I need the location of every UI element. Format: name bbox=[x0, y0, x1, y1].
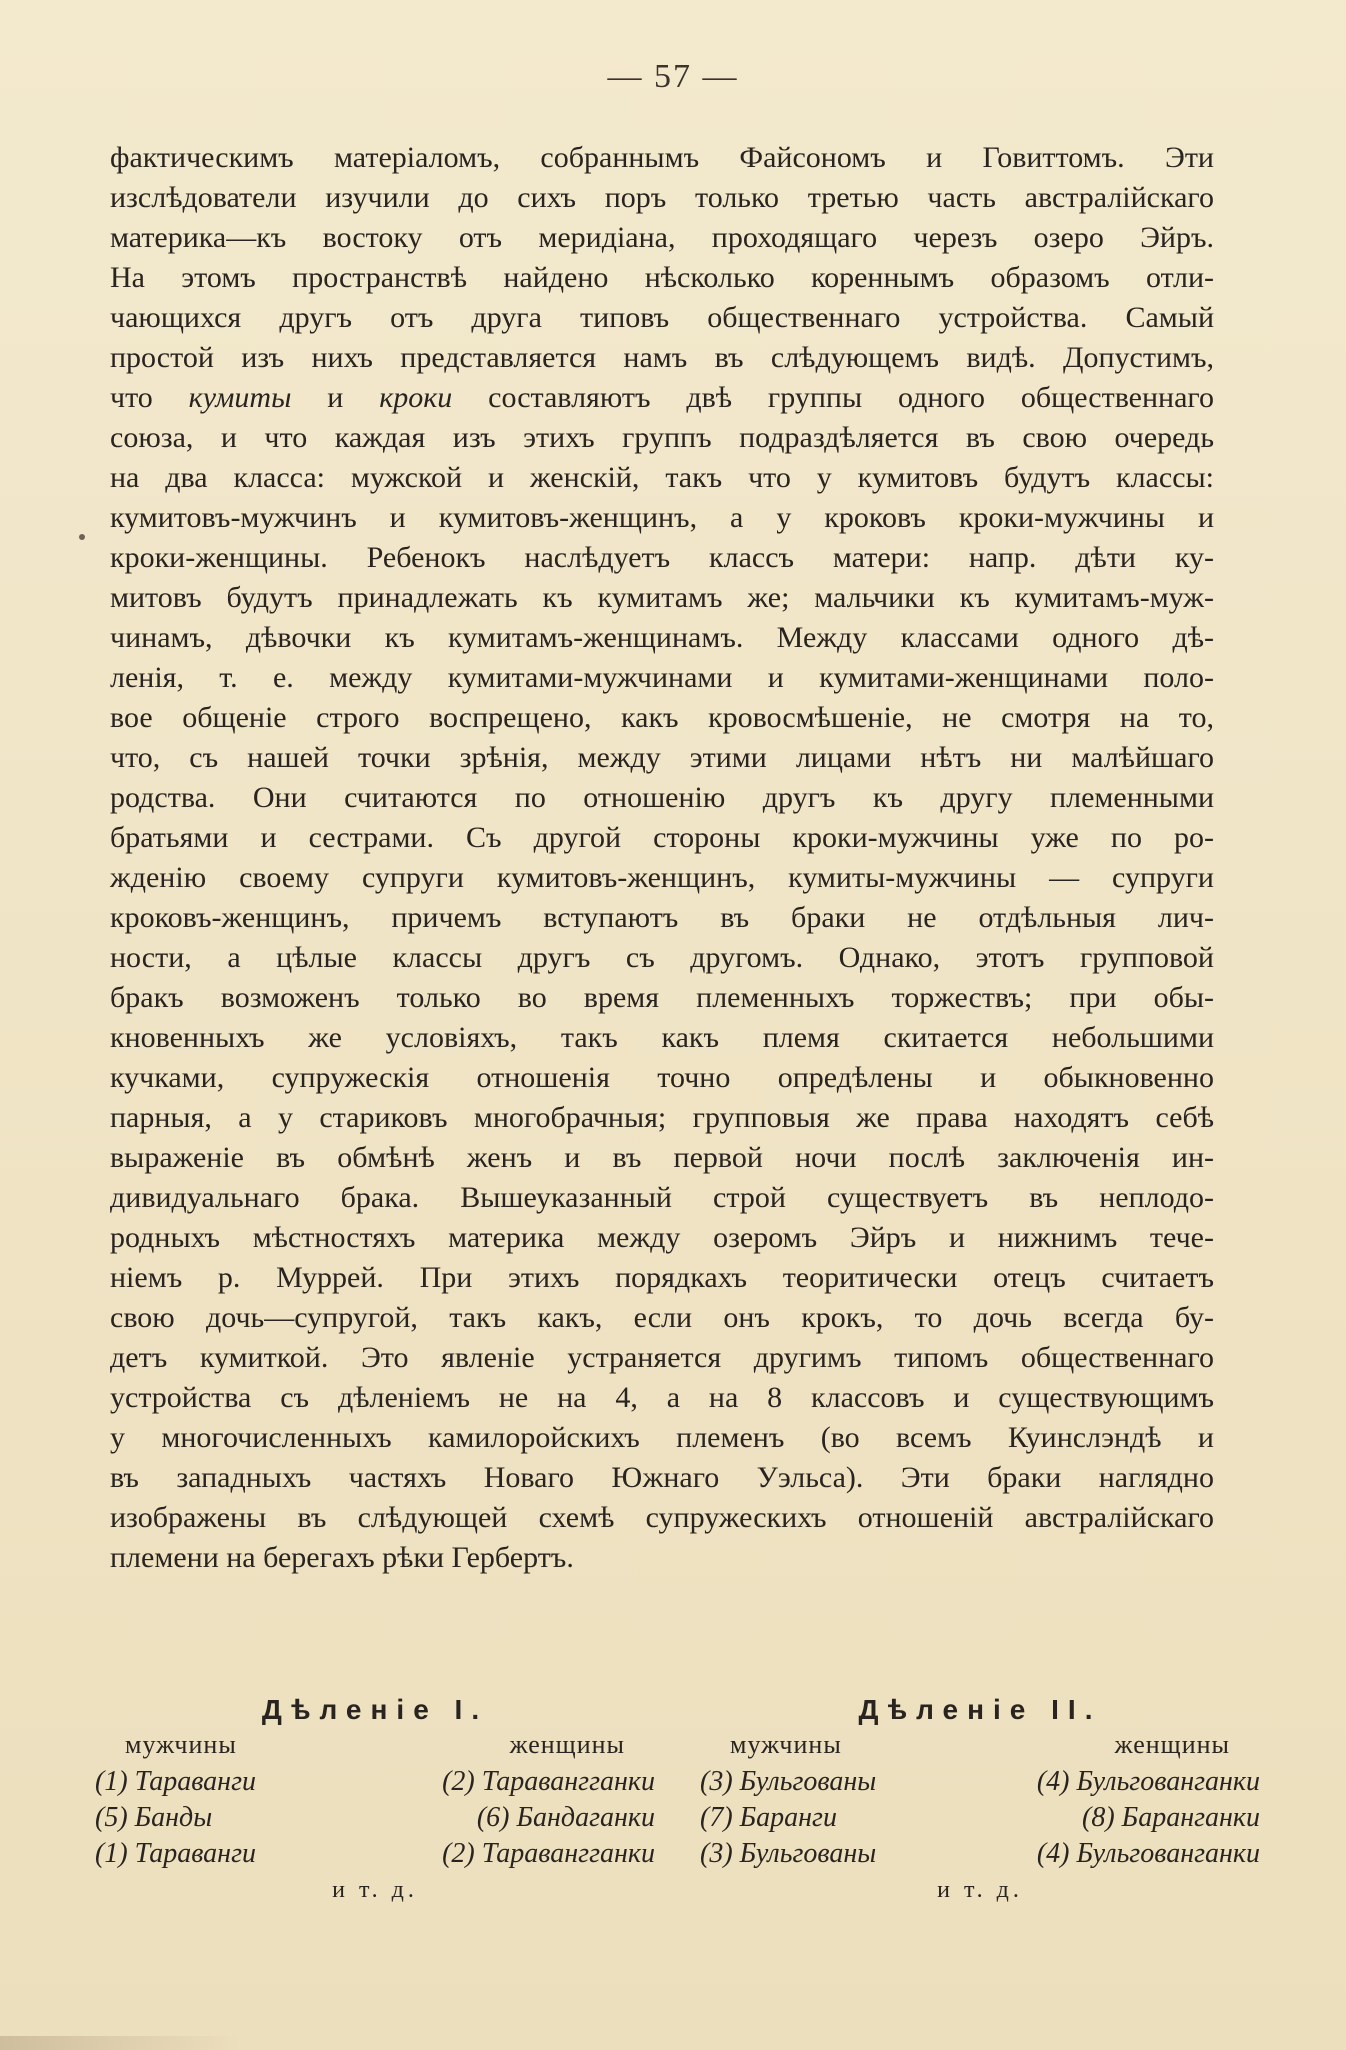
women-class: (6) Бандаганки bbox=[476, 1802, 655, 1833]
margin-mark bbox=[79, 534, 85, 540]
text-line: фактическимъ матеріаломъ, собраннымъ Файсономъ и Говиттомъ. Эти bbox=[110, 141, 1214, 174]
men-class: (5) Банды bbox=[95, 1802, 213, 1833]
women-header: женщины bbox=[509, 1730, 625, 1759]
text-line: детъ кумиткой. Это явленіе устраняется другимъ типомъ общественнаго bbox=[110, 1341, 1214, 1374]
women-class: (4) Бульгованганки bbox=[1036, 1766, 1260, 1797]
class-pair-row bbox=[700, 1800, 1260, 1836]
text-line: кумитовъ-мужчинъ и кумитовъ-женщинъ, а у кроковъ кроки-мужчины и bbox=[110, 501, 1214, 534]
text-line: ніемъ р. Муррей. При этихъ порядкахъ теоритически отецъ считаетъ bbox=[110, 1261, 1214, 1294]
text-line: парныя, а у стариковъ многобрачныя; групповыя же права находятъ себѣ bbox=[110, 1101, 1214, 1134]
body-text bbox=[110, 138, 1214, 1578]
women-header: женщины bbox=[1114, 1730, 1230, 1759]
text-line: свою дочь—супругой, такъ какъ, если онъ крокъ, то дочь всегда бу- bbox=[110, 1301, 1214, 1334]
italic-group-name: кроки bbox=[379, 381, 453, 414]
text-line: у многочисленныхъ камилоройскихъ племенъ (во всемъ Куинслэндѣ и bbox=[110, 1421, 1214, 1454]
text-line: митовъ будутъ принадлежать къ кумитамъ же; мальчики къ кумитамъ-муж- bbox=[110, 581, 1214, 614]
men-class: (7) Баранги bbox=[700, 1802, 837, 1833]
text-line: ленія, т. е. между кумитами-мужчинами и кумитами-женщинами поло- bbox=[110, 661, 1214, 694]
text-line: бракъ возможенъ только во время племенныхъ торжествъ; при обы- bbox=[110, 981, 1214, 1014]
text-line: материка—къ востоку отъ меридіана, проходящаго черезъ озеро Эйръ. bbox=[110, 221, 1214, 254]
italic-group-name: кумиты bbox=[188, 381, 292, 414]
text-line: кучками, супружескія отношенія точно опредѣлены и обыкновенно bbox=[110, 1061, 1214, 1094]
text-line: вое общеніе строго воспрещено, какъ кровосмѣшеніе, не смотря на то, bbox=[110, 701, 1214, 734]
men-header: мужчины bbox=[730, 1730, 842, 1759]
text-line: кроковъ-женщинъ, причемъ вступаютъ въ браки не отдѣльныя лич- bbox=[110, 901, 1214, 934]
class-pair-row bbox=[95, 1800, 655, 1836]
division-title: Дѣленіе I. bbox=[261, 1694, 489, 1725]
text-line: въ западныхъ частяхъ Новаго Южнаго Уэльса). Эти браки наглядно bbox=[110, 1461, 1214, 1494]
men-class: (3) Бульгованы bbox=[700, 1766, 877, 1797]
class-pair-row bbox=[95, 1836, 655, 1872]
text-line: родства. Они считаются по отношенію другъ къ другу племенными bbox=[110, 781, 1214, 814]
class-pair-row bbox=[700, 1764, 1260, 1800]
men-class: (3) Бульгованы bbox=[700, 1838, 877, 1869]
text-line: на два класса: мужской и женскій, такъ что у кумитовъ будутъ классы: bbox=[110, 461, 1214, 494]
text-line: выраженіе въ обмѣнѣ женъ и въ первой ночи послѣ заключенія ин- bbox=[110, 1141, 1214, 1174]
text-line: устройства съ дѣленіемъ не на 4, а на 8 классовъ и существующимъ bbox=[110, 1381, 1214, 1414]
text-line: изслѣдователи изучили до сихъ поръ только третью часть австралійскаго bbox=[110, 181, 1214, 214]
class-pair-row bbox=[95, 1764, 655, 1800]
class-pair-row bbox=[700, 1836, 1260, 1872]
women-class: (8) Баранганки bbox=[1082, 1802, 1260, 1833]
paper-stain bbox=[0, 2036, 240, 2050]
text-line: что кумиты и кроки составляютъ двѣ группы одного общественнаго bbox=[110, 381, 1214, 414]
text-line: родныхъ мѣстностяхъ материка между озеромъ Эйръ и нижнимъ тече- bbox=[110, 1221, 1214, 1254]
text-line: братьями и сестрами. Съ другой стороны кроки-мужчины уже по ро- bbox=[110, 821, 1214, 854]
etc-note: и т. д. bbox=[937, 1877, 1023, 1903]
text-line: чающихся другъ отъ друга типовъ общественнаго устройства. Самый bbox=[110, 301, 1214, 334]
men-header: мужчины bbox=[125, 1730, 237, 1759]
men-class: (1) Тараванги bbox=[95, 1766, 256, 1797]
text-line: изображены въ слѣдующей схемѣ супружескихъ отношеній австралійскаго bbox=[110, 1501, 1214, 1534]
text-line: кроки-женщины. Ребенокъ наслѣдуетъ классъ матери: напр. дѣти ку- bbox=[110, 541, 1214, 574]
column-headers bbox=[700, 1730, 1260, 1764]
text-line: жденію своему супруги кумитовъ-женщинъ, кумиты-мужчины — супруги bbox=[110, 861, 1214, 894]
text-line: что, съ нашей точки зрѣнія, между этими лицами нѣтъ ни малѣйшаго bbox=[110, 741, 1214, 774]
men-class: (1) Тараванги bbox=[95, 1838, 256, 1869]
text-line: кновенныхъ же условіяхъ, такъ какъ племя скитается небольшими bbox=[110, 1021, 1214, 1054]
column-headers bbox=[95, 1730, 655, 1764]
page-number: — 57 — bbox=[607, 58, 739, 95]
women-class: (4) Бульгованганки bbox=[1036, 1838, 1260, 1869]
etc-note: и т. д. bbox=[332, 1877, 418, 1903]
text-line: ности, а цѣлые классы другъ съ другомъ. Однако, этотъ групповой bbox=[110, 941, 1214, 974]
text-line: На этомъ пространствѣ найдено нѣсколько кореннымъ образомъ отли- bbox=[110, 261, 1214, 294]
women-class: (2) Таравангганки bbox=[442, 1838, 655, 1869]
text-line: племени на берегахъ рѣки Гербертъ. bbox=[110, 1541, 574, 1574]
division-one bbox=[95, 1690, 655, 1908]
division-title: Дѣленіе II. bbox=[858, 1694, 1102, 1725]
text-line: чинамъ, дѣвочки къ кумитамъ-женщинамъ. Между классами одного дѣ- bbox=[110, 621, 1214, 654]
text-line: союза, и что каждая изъ этихъ группъ подраздѣляется въ свою очередь bbox=[110, 421, 1214, 454]
division-two bbox=[700, 1690, 1260, 1908]
women-class: (2) Таравангганки bbox=[442, 1766, 655, 1797]
text-line: простой изъ нихъ представляется намъ въ слѣдующемъ видѣ. Допустимъ, bbox=[110, 341, 1214, 374]
text-line: дивидуальнаго брака. Вышеуказанный строй существуетъ въ неплодо- bbox=[110, 1181, 1214, 1214]
